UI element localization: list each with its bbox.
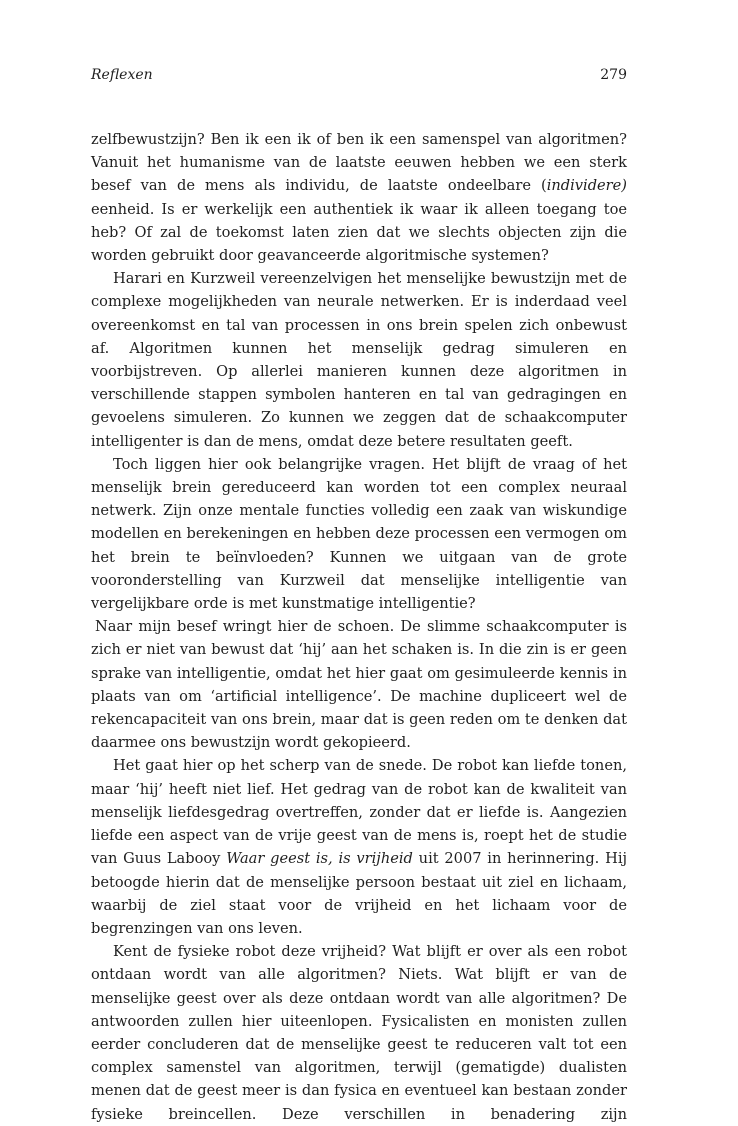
paragraph-1 [91,128,627,267]
paragraph-2: Harari en Kurzweil vereenzelvigen het menselijke bewustzijn met de complexe mogelijkheden van neurale netwerken. Er is inderdaad veel overeenkomst en tal van processen in ons brein spelen zich onbewust af. Algoritmen kunnen het menselijk gedrag simuleren en voorbijstreven. Op allerlei manieren kunnen deze algoritmen in verschillende stappen symbolen hanteren en tal van gedragingen en gevoelens simuleren. Zo kunnen we zeggen dat de schaakcomputer intelligenter is dan de mens, omdat deze betere resultaten geeft. [91,270,627,450]
paragraph-1-part-b: eenheid. Is er werkelijk een authentiek ik waar ik alleen toegang toe heb? Of zal de toekomst laten zien dat we slechts objecten zijn die worden gebruikt door geavanceerde algoritmische systemen? [91,200,627,265]
paragraph-5-part-b: uit 2007 in herinnering. Hij betoogde hierin dat de menselijke persoon bestaat uit ziel en lichaam, waarbij de ziel staat voor de vrijheid en het lichaam voor de begrenzingen van ons leven. [91,850,628,937]
paragraph-1-emphasis: individere) [546,177,627,195]
paragraph-5-part-a: Het gaat hier op het scherp van de snede. De robot kan liefde tonen, maar ‘hij’ heeft niet lief. Het gedrag van de robot kan de kwaliteit van menselijk liefdesgedrag overtreffen, zonder dat er liefde is. Aangezien liefde een aspect van de vrije geest van de mens is, roept het de studie van Guus Labooy [91,757,627,868]
running-title: Reflexen [91,67,153,83]
paragraph-1-part-a: zelfbewustzijn? Ben ik een ik of ben ik een samenspel van algoritmen? Vanuit het humanisme van de laatste eeuwen hebben we een sterk besef van de mens als individu, de laatste ondeelbare ( [91,131,627,195]
paragraph-4: Naar mijn besef wringt hier de schoen. De slimme schaakcomputer is zich er niet van bewust dat ‘hij’ aan het schaken is. In die zin is er geen sprake van intelligentie, omdat het hier gaat om gesimuleerde kennis in plaats van om ‘artificial intelligence’. De machine dupliceert wel de rekencapaciteit van ons brein, maar dat is geen reden om te denken dat daarmee ons bewustzijn wordt gekopieerd. [91,618,627,752]
paragraph-6: Kent de fysieke robot deze vrijheid? Wat blijft er over als een robot ontdaan wordt van alle algoritmen? Niets. Wat blijft er van de menselijke geest over als deze ontdaan wordt van alle algoritmen? De antwoorden zullen hier uiteenlopen. Fysicalisten en monisten zullen eerder concluderen dat de menselijke geest te reduceren valt tot een complex samenstel van algoritmen, terwijl (gematigde) dualisten menen dat de geest meer is dan fysica en eventueel kan bestaan zonder fysieke breincellen. Deze verschillen in benadering zijn [91,943,627,1123]
body-text [91,128,627,1126]
paragraph-5 [91,754,627,940]
paragraph-5-emphasis: Waar geest is, is vrijheid [226,850,413,868]
running-head [91,65,627,85]
paragraph-3: Toch liggen hier ook belangrijke vragen. Het blijft de vraag of het menselijk brein gereduceerd kan worden tot een complex neuraal netwerk. Zijn onze mentale functies volledig een zaak van wiskundige modellen en berekeningen en hebben deze processen een vermogen om het brein te beïnvloeden? Kunnen we uitgaan van de grote vooronderstelling van Kurzweil dat menselijke intelligentie van vergelijkbare orde is met kunstmatige intelligentie? [91,455,627,613]
page-number: 279 [600,67,627,83]
